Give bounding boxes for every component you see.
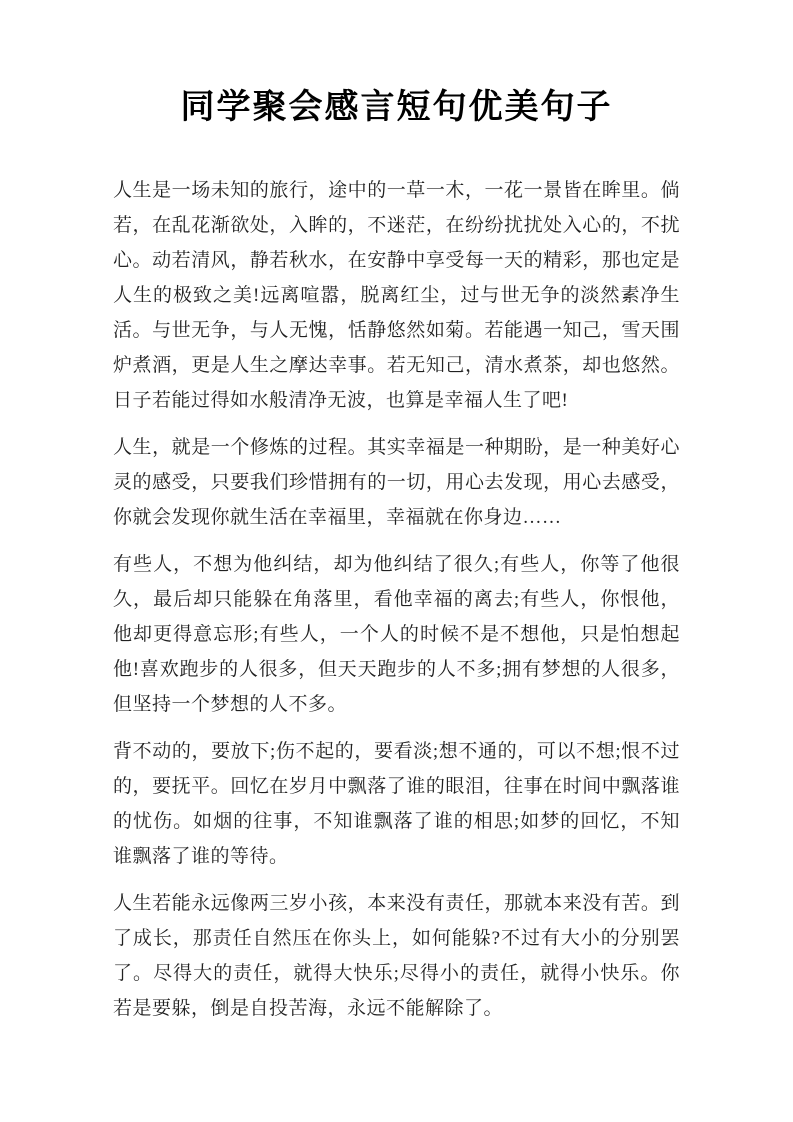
paragraph-4: 背不动的，要放下;伤不起的，要看淡;想不通的，可以不想;恨不过的，要抚平。回忆在岁月中飘落了谁的眼泪，往事在时间中飘落谁的忧伤。如烟的往事，不知谁飘落了谁的相思;如梦的回忆，不知谁飘落了谁的等待。 — [113, 740, 680, 867]
paragraph-3: 有些人，不想为他纠结，却为他纠结了很久;有些人，你等了他很久，最后却只能躲在角落里，看他幸福的离去;有些人，你恨他，他却更得意忘形;有些人，一个人的时候不是不想他，只是怕想起他!喜欢跑步的人很多，但天天跑步的人不多;拥有梦想的人很多，但坚持一个梦想的人不多。 — [113, 553, 680, 715]
paragraph-2: 人生，就是一个修炼的过程。其实幸福是一种期盼，是一种美好心灵的感受，只要我们珍惜拥有的一切，用心去发现，用心去感受，你就会发现你就生活在幸福里，幸福就在你身边…… — [113, 436, 680, 528]
page-title: 同学聚会感言短句优美句子 — [180, 89, 613, 126]
paragraph-1: 人生是一场未知的旅行，途中的一草一木，一花一景皆在眸里。倘若，在乱花渐欲处，入眸的，不迷茫，在纷纷扰扰处入心的，不扰心。动若清风，静若秋水，在安静中享受每一天的精彩，那也定是人生的极致之美!远离喧嚣，脱离红尘，过与世无争的淡然素净生活。与世无争，与人无愧，恬静悠然如菊。若能遇一知己，雪天围炉煮酒，更是人生之摩达幸事。若无知己，清水煮茶，却也悠然。日子若能过得如水般清净无波，也算是幸福人生了吧! — [113, 179, 680, 411]
paragraph-5: 人生若能永远像两三岁小孩，本来没有责任，那就本来没有苦。到了成长，那责任自然压在你头上，如何能躲?不过有大小的分别罢了。尽得大的责任，就得大快乐;尽得小的责任，就得小快乐。你若是要躲，倒是自投苦海，永远不能解除了。 — [113, 892, 680, 1019]
